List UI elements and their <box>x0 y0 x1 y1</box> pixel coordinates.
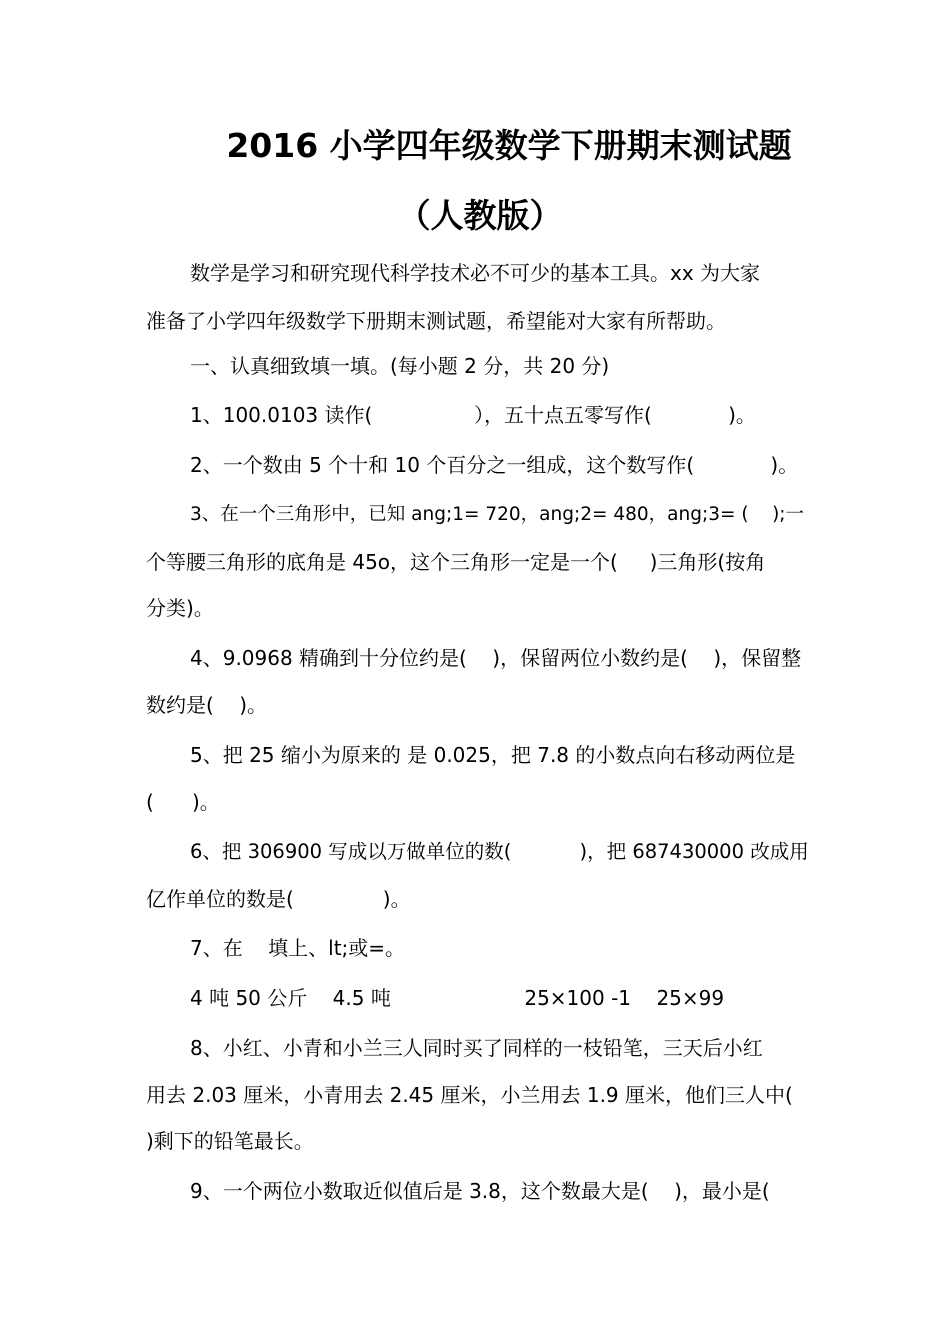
question-3-line-3: 分类)。 <box>146 596 214 620</box>
question-2: 2、一个数由 5 个十和 10 个百分之一组成，这个数写作( )。 <box>190 453 799 477</box>
question-1: 1、100.0103 读作( ），五十点五零写作( )。 <box>190 403 756 427</box>
question-4-line-2: 数约是( )。 <box>146 693 268 717</box>
question-7: 7、在 填上、lt;或=。 <box>190 936 406 960</box>
intro-line-1: 数学是学习和研究现代科学技术必不可少的基本工具。xx 为大家 <box>190 261 761 285</box>
question-4-line-1: 4、9.0968 精确到十分位约是( )，保留两位小数约是( )，保留整 <box>190 646 802 670</box>
question-8-line-1: 8、小红、小青和小兰三人同时买了同样的一枝铅笔，三天后小红 <box>190 1036 763 1060</box>
question-3-line-1: 3、在一个三角形中，已知 ang;1= 720，ang;2= 480，ang;3= ( );一 <box>190 504 805 525</box>
question-5-line-1: 5、把 25 缩小为原来的 是 0.025，把 7.8 的小数点向右移动两位是 <box>190 743 796 767</box>
section-heading: 一、认真细致填一填。(每小题 2 分，共 20 分) <box>190 354 610 378</box>
question-8-line-3: )剩下的铅笔最长。 <box>146 1129 314 1153</box>
intro-line-2: 准备了小学四年级数学下册期末测试题，希望能对大家有所帮助。 <box>146 309 726 333</box>
page-subtitle: （人教版） <box>397 196 563 235</box>
question-8-line-2: 用去 2.03 厘米，小青用去 2.45 厘米，小兰用去 1.9 厘米，他们三人中( <box>146 1083 793 1107</box>
question-7-items: 4 吨 50 公斤 4.5 吨 25×100 -1 25×99 <box>190 986 725 1010</box>
question-6-line-1: 6、把 306900 写成以万做单位的数( )，把 687430000 改成用 <box>190 840 809 863</box>
question-9: 9、一个两位小数取近似值后是 3.8，这个数最大是( )，最小是( <box>190 1179 770 1203</box>
page-title: 2016 小学四年级数学下册期末测试题 <box>226 126 792 165</box>
question-5-line-2: ( )。 <box>146 790 220 814</box>
question-6-line-2: 亿作单位的数是( )。 <box>146 887 411 911</box>
question-3-line-2: 个等腰三角形的底角是 45o，这个三角形一定是一个( )三角形(按角 <box>146 550 766 574</box>
